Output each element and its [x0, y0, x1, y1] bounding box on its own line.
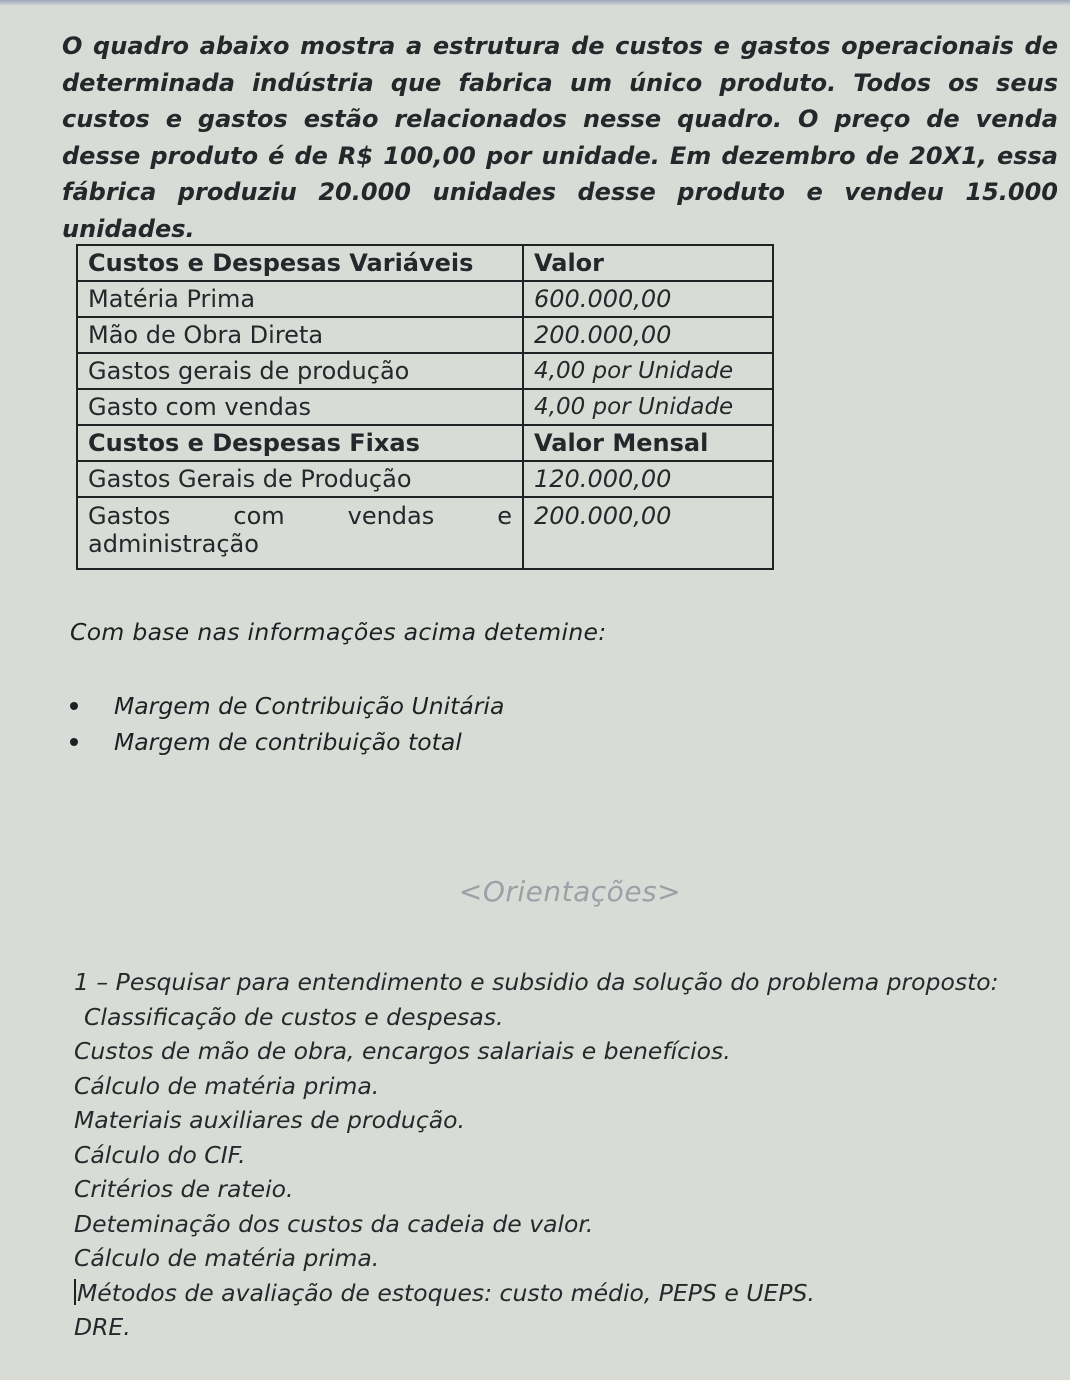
- row-label: Mão de Obra Direta: [77, 317, 523, 353]
- problem-statement: O quadro abaixo mostra a estrutura de custos e gastos operacionais de determinada indústria que fabrica um único produto. Todos os seus custos e gastos estão relacionados nesse quadro. O preço de venda desse produto é de R$ 100,00 por unidade. Em dezembro de 20X1, essa fábrica produziu 20.000 unidades desse produto e vendeu 15.000 unidades.: [62, 32, 1058, 243]
- task-list: [70, 688, 504, 760]
- screen-top-edge: [0, 0, 1070, 6]
- label-word: administração: [88, 530, 259, 558]
- row-value: 200.000,00: [523, 497, 773, 569]
- list-item: Materiais auxiliares de produção.: [74, 1106, 465, 1134]
- list-item: [74, 1276, 1054, 1311]
- list-item: Cálculo do CIF.: [74, 1140, 246, 1169]
- text-cursor: [74, 1279, 76, 1305]
- list-item: Cálculo de matéria prima.: [74, 1071, 380, 1100]
- guidelines-body: [74, 965, 1054, 1345]
- table-row: [77, 317, 773, 353]
- label-word: vendas: [347, 502, 435, 530]
- list-item: Classificação de custos e despesas.: [84, 1002, 504, 1031]
- fixed-costs-header: Custos e Despesas Fixas: [77, 425, 523, 461]
- row-value: 120.000,00: [523, 461, 773, 497]
- row-label: Gasto com vendas: [77, 389, 523, 425]
- table-row: [77, 497, 773, 569]
- table-row: [77, 389, 773, 425]
- row-value: 600.000,00: [523, 281, 773, 317]
- row-value: 200.000,00: [523, 317, 773, 353]
- list-item: Deteminação dos custos da cadeia de valor.: [74, 1209, 594, 1238]
- row-label: [77, 497, 523, 569]
- table-row: [77, 461, 773, 497]
- row-label: Gastos gerais de produção: [77, 353, 523, 389]
- list-item: Critérios de rateio.: [74, 1175, 294, 1203]
- list-item: Custos de mão de obra, encargos salariais e benefícios.: [74, 1037, 731, 1065]
- list-item-text: Métodos de avaliação de estoques: custo médio, PEPS e UEPS.: [77, 1278, 815, 1307]
- row-label: Gastos Gerais de Produção: [77, 461, 523, 497]
- cost-structure-table: [76, 244, 774, 570]
- value-header: Valor: [523, 245, 773, 281]
- table-header-row: [77, 245, 773, 281]
- table-header-row: [77, 425, 773, 461]
- row-label: Matéria Prima: [77, 281, 523, 317]
- label-word: e: [497, 502, 512, 530]
- row-value: 4,00 por Unidade: [523, 353, 773, 389]
- list-item: Cálculo de matéria prima.: [74, 1244, 380, 1272]
- question-text: Com base nas informações acima detemine:: [70, 618, 607, 646]
- list-item: Margem de contribuição total: [70, 724, 504, 760]
- guidelines-title: <Orientações>: [458, 875, 682, 908]
- list-item: Margem de Contribuição Unitária: [70, 688, 504, 724]
- variable-costs-header: Custos e Despesas Variáveis: [77, 245, 523, 281]
- label-word: Gastos: [88, 502, 171, 530]
- label-word: com: [233, 502, 285, 530]
- monthly-value-header: Valor Mensal: [523, 425, 773, 461]
- row-value: 4,00 por Unidade: [523, 389, 773, 425]
- guidelines-intro: 1 – Pesquisar para entendimento e subsidio da solução do problema proposto:: [74, 968, 999, 996]
- table-row: [77, 353, 773, 389]
- table-row: [77, 281, 773, 317]
- list-item: DRE.: [74, 1313, 131, 1341]
